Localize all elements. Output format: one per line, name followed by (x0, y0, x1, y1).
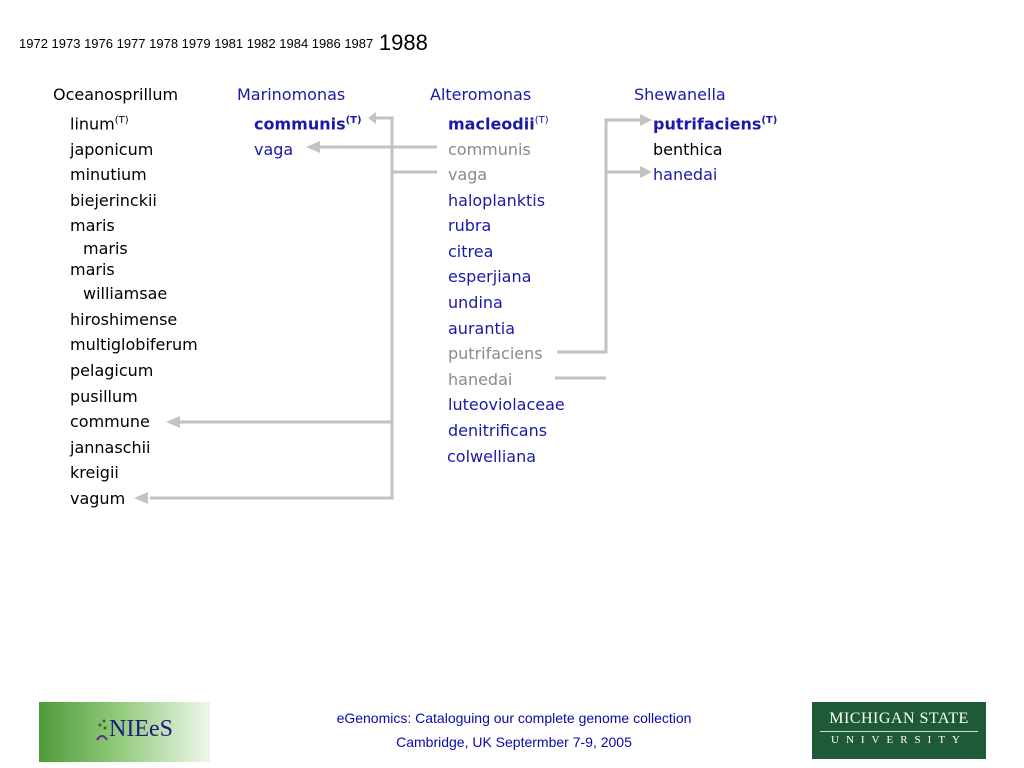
species-item: pelagicum (70, 361, 154, 381)
species-item: esperjiana (448, 267, 532, 287)
species-item: haloplanktis (448, 190, 546, 210)
species-item: putrifaciens$^{(T)}$ (653, 113, 778, 133)
genus-oceanospirillum: Oceanosprillum (53, 85, 179, 104)
year-highlight: 1988 (378, 30, 428, 55)
species-item: communis (448, 139, 531, 159)
species-item: luteoviolaceae (448, 395, 565, 415)
species-item: communis$^{(T)}$ (254, 113, 362, 133)
species-item: japonicum (70, 139, 154, 159)
footer-line-1: eGenomics: Cataloguing our complete genome collection (336, 710, 692, 726)
genus-shewanella: Shewanella (634, 85, 726, 104)
species-item: maris (70, 216, 115, 236)
msu-line-1: MICHIGAN STATE (829, 710, 969, 727)
niees-wordmark: NIEeS (109, 716, 173, 742)
species-item: macleodii$^{(T)}$ (448, 113, 549, 133)
arrow-communis-trunk (150, 118, 392, 498)
species-item: colwelliana (447, 446, 537, 466)
species-item: pusillum (70, 386, 138, 406)
subspecies-item: maris (83, 238, 128, 258)
species-item: jannaschii (70, 437, 151, 457)
species-item: denitrificans (448, 421, 548, 441)
species-item: vagum (70, 489, 126, 509)
species-item: citrea (448, 241, 494, 261)
msu-line-2: UNIVERSITY (820, 731, 978, 746)
species-item: maris (70, 259, 115, 279)
footer-caption (250, 706, 778, 754)
arrowhead-vaga (306, 141, 320, 153)
species-item: undina (448, 293, 503, 313)
arrowhead-communis (368, 112, 376, 124)
years-list: 1972 1973 1976 1977 1978 1979 1981 1982 1984 1986 1987 (19, 36, 374, 51)
arrowhead-putrifaciens (640, 114, 652, 126)
species-item: hiroshimense (70, 309, 178, 329)
niees-swirl-icon (95, 718, 107, 744)
species-item: hanedai (653, 165, 718, 185)
genus-alteromonas: Alteromonas (430, 85, 532, 104)
species-item: linum$^{(T)}$ (70, 113, 129, 133)
arrow-putrifaciens (557, 120, 640, 352)
species-item: aurantia (448, 318, 515, 338)
species-item: putrifaciens (448, 344, 543, 364)
species-item: benthica (653, 139, 723, 159)
species-item: vaga (254, 139, 294, 159)
arrowhead-commune (166, 416, 180, 428)
genus-marinomonas: Marinomonas (237, 85, 346, 104)
species-item: multiglobiferum (70, 335, 198, 355)
msu-logo (812, 702, 986, 759)
arrowhead-hanedai (640, 166, 652, 178)
niees-logo (39, 702, 210, 762)
species-item: hanedai (448, 369, 513, 389)
species-item: minutium (70, 165, 147, 185)
species-item: commune (70, 412, 150, 432)
species-item: vaga (448, 165, 488, 185)
arrowhead-vagum (134, 492, 148, 504)
footer-line-2: Cambridge, UK Septermber 7-9, 2005 (396, 734, 632, 750)
subspecies-item: williamsae (83, 283, 168, 303)
species-item: kreigii (70, 463, 119, 483)
species-item: biejerinckii (70, 190, 157, 210)
species-item: rubra (448, 216, 492, 236)
